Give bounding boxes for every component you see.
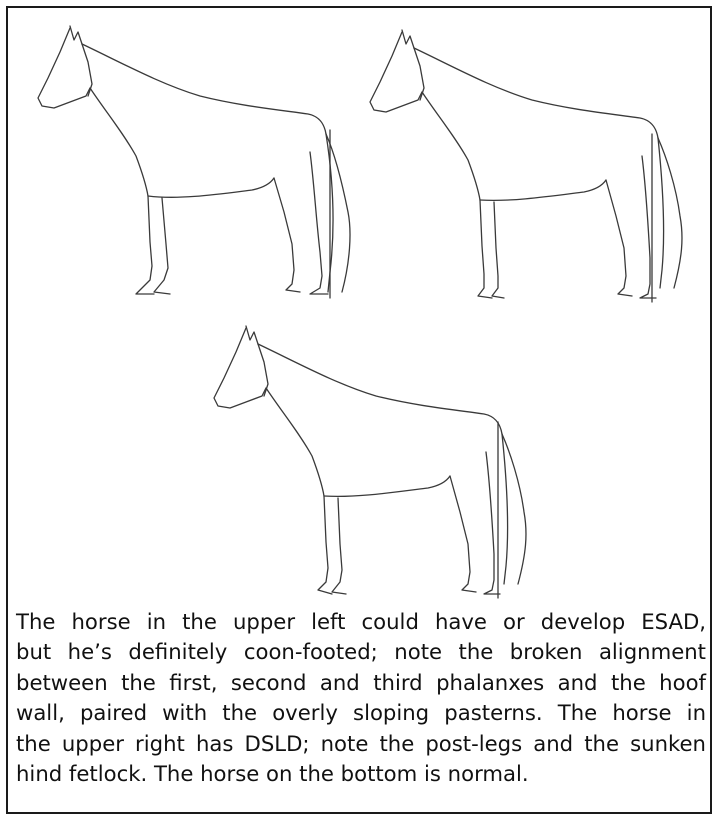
caption-line: the upper right has DSLD; note the post-legs and the sunken [16,730,706,756]
caption-line: wall, paired with the overly sloping pasterns. The horse in [16,700,706,726]
horse-bottom-drawing [206,322,536,602]
horse-upper-right-outline [370,30,682,302]
caption-line: but he’s definitely coon-footed; note the broken alignment [16,639,706,665]
caption-line: The horse in the upper left could have or develop ESAD, [16,609,706,634]
horse-upper-right-drawing [362,26,692,306]
caption-line: between the first, second and third phalanxes and the hoof [16,669,706,695]
figure-caption [16,607,706,789]
caption-line: hind fetlock. The horse on the bottom is normal. [16,761,529,787]
horse-upper-left-drawing [30,22,360,302]
horse-upper-left-outline [38,26,350,298]
horse-bottom-outline [214,326,526,598]
